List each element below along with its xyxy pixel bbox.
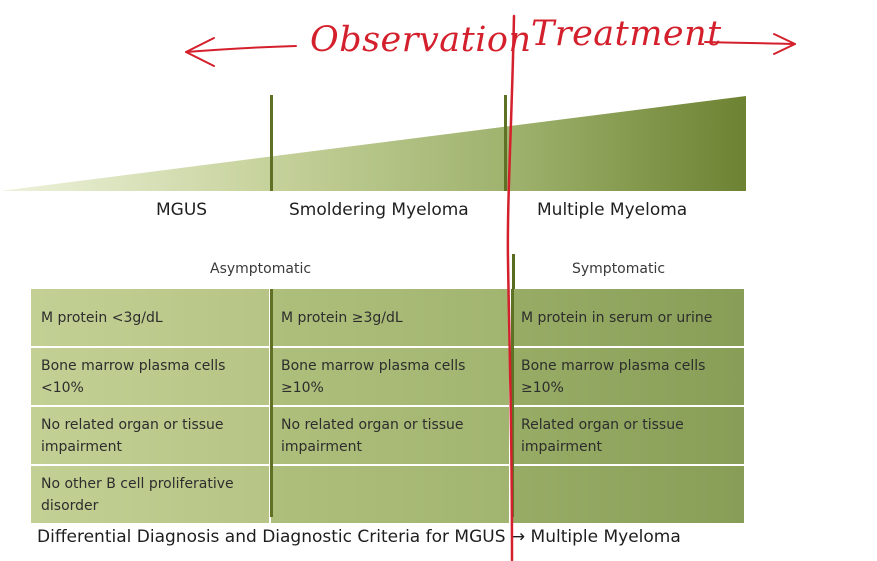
treatment-annotation: Treatment [531,14,722,54]
multiple-criterion-3: Related organ or tissue impairment [511,407,746,466]
group-label-symptomatic: Symptomatic [572,261,666,277]
group-divider [512,254,515,290]
stage-label-mgus: MGUS [156,200,208,220]
multiple-criterion-4 [511,466,746,525]
smoldering-criterion-1: M protein ≥3g/dL [271,289,511,348]
multiple-criterion-2: Bone marrow plasma cells ≥10% [511,348,746,407]
smoldering-criterion-3: No related organ or tissue impairment [271,407,511,466]
smoldering-criterion-4 [271,466,511,525]
figure-caption: Differential Diagnosis and Diagnostic Criteria for MGUS → Multiple Myeloma [37,527,681,547]
right-arrowhead [774,34,795,54]
mgus-criterion-1: M protein <3g/dL [31,289,271,348]
observation-annotation: Observation [310,20,532,60]
group-label-asymptomatic: Asymptomatic [210,261,312,277]
wedge-shape [0,96,746,191]
stage-label-smoldering: Smoldering Myeloma [289,200,469,220]
stage-label-multiple: Multiple Myeloma [537,200,688,220]
table-row [31,466,746,525]
table-row [31,289,746,348]
table-divider-1 [270,289,273,517]
mgus-criterion-3: No related organ or tissue impairment [31,407,271,466]
table-row [31,407,746,466]
wedge-divider-smoldering [504,95,507,191]
left-arrow [186,46,296,52]
left-arrowhead [186,38,214,66]
progression-wedge [0,90,760,200]
smoldering-criterion-2: Bone marrow plasma cells ≥10% [271,348,511,407]
table-divider-2 [511,289,514,517]
criteria-table [31,289,746,525]
mgus-criterion-4: No other B cell proliferative disorder [31,466,271,525]
table-row [31,348,746,407]
wedge-divider-mgus [270,95,273,191]
mgus-criterion-2: Bone marrow plasma cells <10% [31,348,271,407]
multiple-criterion-1: M protein in serum or urine [511,289,746,348]
